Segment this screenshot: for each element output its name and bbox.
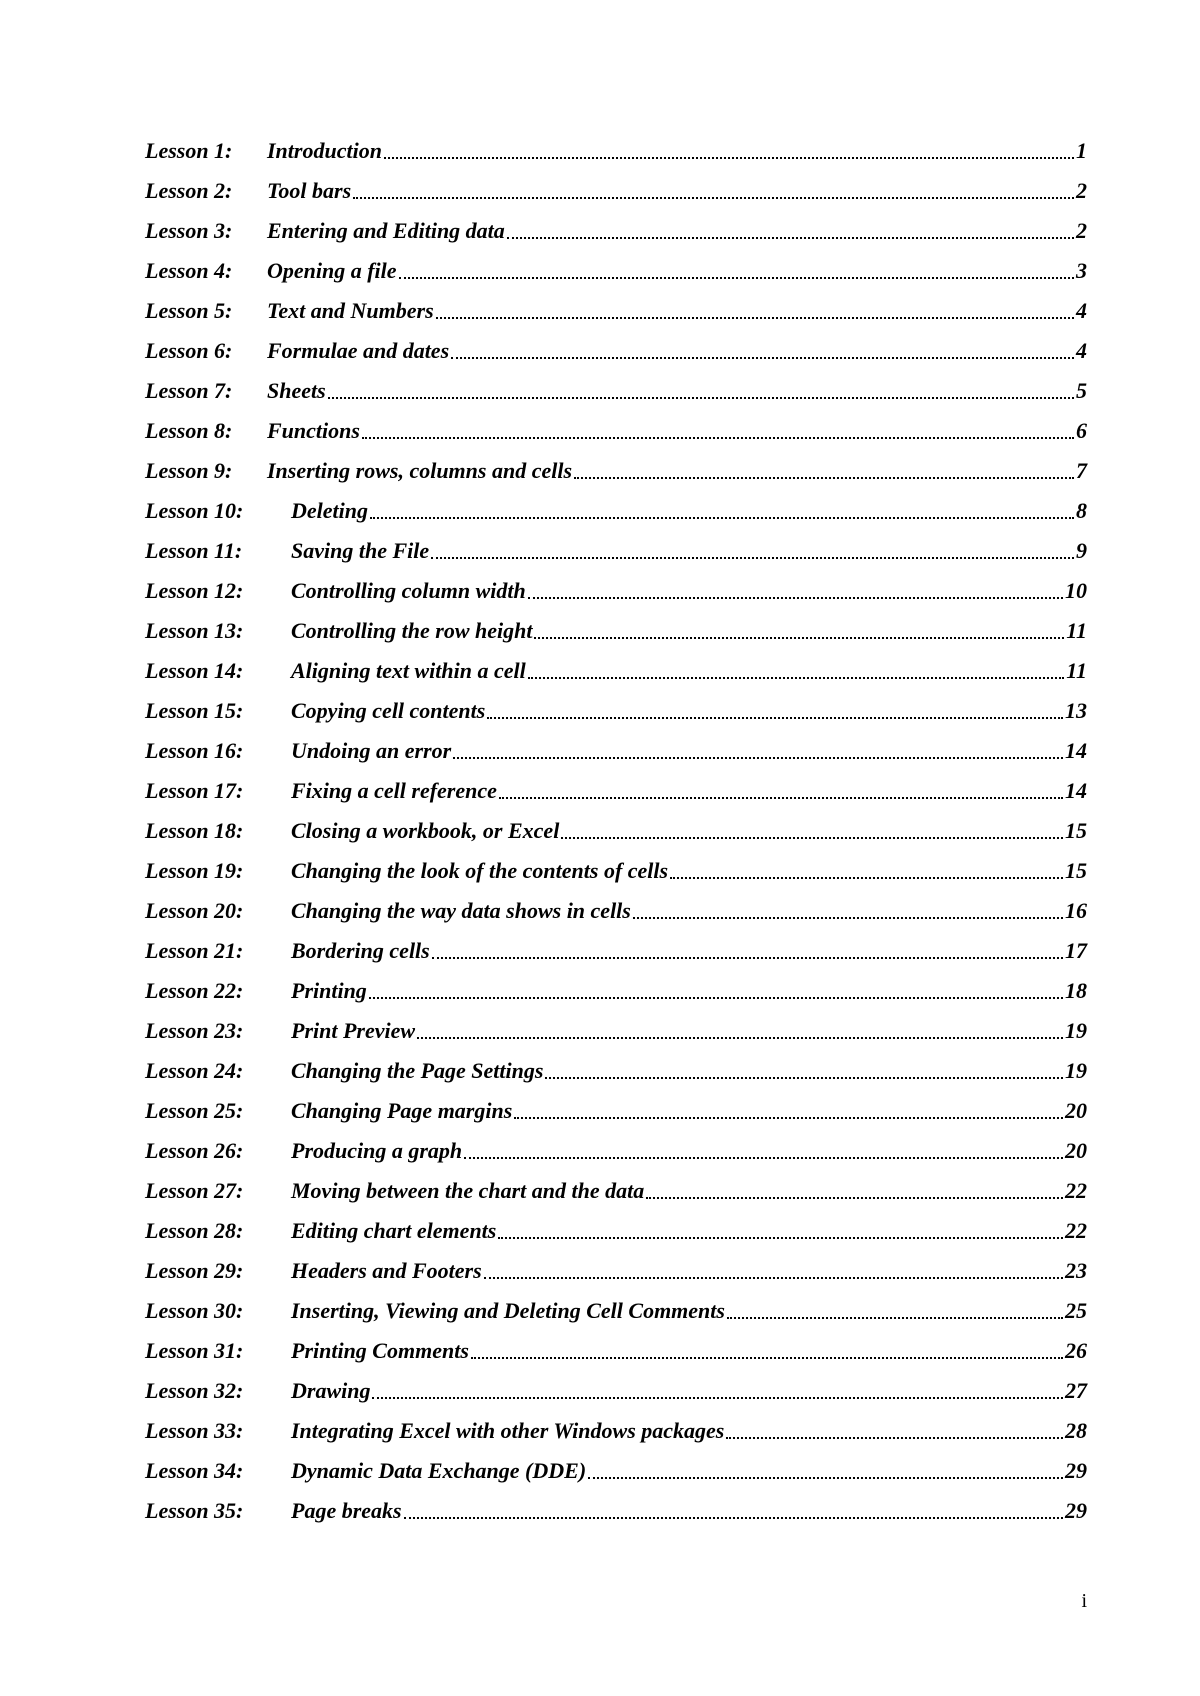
toc-entry-title-text: Tool bars: [267, 178, 352, 203]
toc-entry-page-number: 29: [1065, 1498, 1087, 1523]
toc-entry-title-text: Changing the Page Settings: [291, 1058, 544, 1083]
toc-entry-page-number: 23: [1065, 1258, 1087, 1283]
toc-entry-title[interactable]: [291, 1418, 726, 1444]
toc-dot-leader: [487, 715, 1063, 719]
toc-entry-title-text: Fixing a cell reference: [291, 778, 497, 803]
toc-dot-leader: [417, 1035, 1063, 1039]
toc-entry-title-text: Copying cell contents: [291, 698, 486, 723]
toc-entry-title-text: Controlling the row height: [291, 618, 533, 643]
toc-dot-leader: [514, 1115, 1063, 1119]
toc-entry[interactable]: [145, 178, 1087, 218]
toc-entry[interactable]: [145, 538, 1087, 578]
toc-entry-title[interactable]: [291, 498, 370, 524]
toc-entry-title-text: Undoing an error: [291, 738, 452, 763]
toc-entry[interactable]: [145, 298, 1087, 338]
toc-entry-title-text: Dynamic Data Exchange (DDE): [291, 1458, 587, 1483]
toc-entry[interactable]: [145, 1298, 1087, 1338]
toc-entry-title[interactable]: [291, 658, 528, 684]
toc-entry-page-number: 9: [1076, 538, 1087, 563]
toc-dot-leader: [362, 435, 1074, 439]
toc-dot-leader: [431, 555, 1074, 559]
toc-entry-title-text: Deleting: [291, 498, 368, 523]
toc-entry-title[interactable]: [267, 298, 436, 324]
toc-entry-title-text: Inserting rows, columns and cells: [267, 458, 573, 483]
toc-entry-title-text: Changing the look of the contents of cells: [291, 858, 669, 883]
toc-entry-label: Lesson 1:: [145, 138, 233, 163]
toc-entry-label: Lesson 26:: [145, 1138, 244, 1163]
toc-entry[interactable]: [145, 938, 1087, 978]
toc-entry[interactable]: [145, 978, 1087, 1018]
toc-entry-title[interactable]: [267, 458, 574, 484]
toc-dot-leader: [534, 635, 1064, 639]
toc-entry-title-text: Inserting, Viewing and Deleting Cell Comments: [291, 1298, 725, 1323]
toc-entry-title[interactable]: [267, 338, 451, 364]
toc-entry-page-number: 19: [1065, 1058, 1087, 1083]
toc-entry[interactable]: [145, 1098, 1087, 1138]
toc-dot-leader: [404, 1515, 1063, 1519]
toc-entry[interactable]: [145, 218, 1087, 258]
toc-entry[interactable]: [145, 1218, 1087, 1258]
toc-entry-page-number: 22: [1065, 1218, 1087, 1243]
toc-dot-leader: [372, 1395, 1063, 1399]
toc-entry-page-number: 14: [1065, 738, 1087, 763]
toc-entry-title[interactable]: [291, 1218, 498, 1244]
toc-entry-page-number: 11: [1066, 618, 1087, 643]
toc-entry-title[interactable]: [291, 898, 633, 924]
toc-dot-leader: [633, 915, 1063, 919]
toc-entry-title[interactable]: [291, 1378, 372, 1404]
toc-dot-leader: [451, 355, 1074, 359]
toc-entry-label: Lesson 7:: [145, 378, 233, 403]
toc-entry-label: Lesson 33:: [145, 1418, 244, 1443]
toc-entry-title-text: Introduction: [267, 138, 382, 163]
toc-entry-title[interactable]: [267, 418, 362, 444]
toc-dot-leader: [574, 475, 1074, 479]
toc-entry[interactable]: [145, 778, 1087, 818]
toc-entry-title[interactable]: [291, 818, 561, 844]
toc-entry-title[interactable]: [291, 1138, 464, 1164]
toc-entry-label: Lesson 16:: [145, 738, 244, 763]
toc-entry-title[interactable]: [291, 1018, 417, 1044]
toc-entry[interactable]: [145, 1138, 1087, 1178]
toc-entry-page-number: 20: [1065, 1098, 1087, 1123]
toc-entry-page-number: 16: [1065, 898, 1087, 923]
toc-dot-leader: [484, 1275, 1063, 1279]
toc-entry-title[interactable]: [291, 578, 528, 604]
toc-entry-title-text: Drawing: [291, 1378, 371, 1403]
toc-entry-page-number: 20: [1065, 1138, 1087, 1163]
toc-entry-page-number: 8: [1076, 498, 1087, 523]
toc-entry[interactable]: [145, 1058, 1087, 1098]
toc-entry-title-text: Formulae and dates: [267, 338, 450, 363]
toc-entry-title[interactable]: [291, 1338, 471, 1364]
toc-entry-page-number: 3: [1076, 258, 1087, 283]
toc-entry-title[interactable]: [291, 1458, 588, 1484]
toc-entry-title[interactable]: [267, 138, 384, 164]
toc-entry-page-number: 26: [1065, 1338, 1087, 1363]
toc-entry-title-text: Printing: [291, 978, 367, 1003]
toc-entry-title[interactable]: [267, 178, 353, 204]
toc-entry-label: Lesson 19:: [145, 858, 244, 883]
toc-dot-leader: [528, 675, 1064, 679]
toc-entry-page-number: 15: [1065, 818, 1087, 843]
toc-dot-leader: [353, 195, 1074, 199]
toc-entry-page-number: 15: [1065, 858, 1087, 883]
toc-entry[interactable]: [145, 1178, 1087, 1218]
toc-entry-title[interactable]: [267, 378, 328, 404]
toc-entry[interactable]: [145, 458, 1087, 498]
toc-entry[interactable]: [145, 258, 1087, 298]
toc-entry-title-text: Changing the way data shows in cells: [291, 898, 631, 923]
toc-entry-title[interactable]: [291, 938, 432, 964]
toc-entry-title[interactable]: [291, 618, 534, 644]
toc-entry-title[interactable]: [267, 258, 399, 284]
toc-entry-title-text: Moving between the chart and the data: [291, 1178, 645, 1203]
toc-entry-title-text: Bordering cells: [291, 938, 430, 963]
toc-entry-page-number: 7: [1076, 458, 1087, 483]
toc-entry-title[interactable]: [291, 698, 487, 724]
toc-entry-label: Lesson 14:: [145, 658, 244, 683]
toc-entry-page-number: 11: [1066, 658, 1087, 683]
toc-entry[interactable]: [145, 1418, 1087, 1458]
toc-entry-title[interactable]: [291, 538, 431, 564]
toc-entry-page-number: 1: [1076, 138, 1087, 163]
toc-dot-leader: [471, 1355, 1063, 1359]
toc-entry-title[interactable]: [291, 738, 453, 764]
toc-entry-label: Lesson 24:: [145, 1058, 244, 1083]
toc-entry-title[interactable]: [291, 858, 670, 884]
toc-dot-leader: [384, 155, 1074, 159]
toc-entry-label: Lesson 23:: [145, 1018, 244, 1043]
toc-dot-leader: [453, 755, 1063, 759]
toc-dot-leader: [328, 395, 1074, 399]
toc-entry-page-number: 18: [1065, 978, 1087, 1003]
toc-entry-label: Lesson 34:: [145, 1458, 244, 1483]
toc-entry-label: Lesson 10:: [145, 498, 244, 523]
toc-entry[interactable]: [145, 658, 1087, 698]
toc-entry-label: Lesson 25:: [145, 1098, 244, 1123]
toc-dot-leader: [432, 955, 1063, 959]
toc-entry[interactable]: [145, 498, 1087, 538]
toc-entry-title-text: Changing Page margins: [291, 1098, 513, 1123]
toc-entry-label: Lesson 35:: [145, 1498, 244, 1523]
toc-entry[interactable]: [145, 818, 1087, 858]
table-of-contents: [145, 138, 1087, 1538]
toc-entry-title-text: Aligning text within a cell: [291, 658, 526, 683]
toc-entry-label: Lesson 27:: [145, 1178, 244, 1203]
toc-entry-title[interactable]: [291, 978, 369, 1004]
toc-entry[interactable]: [145, 378, 1087, 418]
toc-entry-label: Lesson 2:: [145, 178, 233, 203]
toc-dot-leader: [498, 1235, 1063, 1239]
toc-entry-title[interactable]: [291, 1258, 484, 1284]
toc-entry-page-number: 29: [1065, 1458, 1087, 1483]
toc-entry-label: Lesson 6:: [145, 338, 233, 363]
toc-entry[interactable]: [145, 138, 1087, 178]
toc-entry-title-text: Print Preview: [291, 1018, 416, 1043]
toc-entry[interactable]: [145, 1458, 1087, 1498]
toc-dot-leader: [588, 1475, 1063, 1479]
toc-entry[interactable]: [145, 698, 1087, 738]
toc-entry-title-text: Producing a graph: [291, 1138, 463, 1163]
toc-entry[interactable]: [145, 1018, 1087, 1058]
toc-entry-title-text: Controlling column width: [291, 578, 526, 603]
toc-entry-page-number: 4: [1076, 298, 1087, 323]
toc-entry-page-number: 2: [1076, 218, 1087, 243]
toc-entry[interactable]: [145, 1378, 1087, 1418]
toc-dot-leader: [726, 1435, 1063, 1439]
toc-entry-page-number: 10: [1065, 578, 1087, 603]
toc-entry-title[interactable]: [291, 778, 499, 804]
toc-entry[interactable]: [145, 618, 1087, 658]
toc-entry-page-number: 2: [1076, 178, 1087, 203]
toc-entry-label: Lesson 22:: [145, 978, 244, 1003]
toc-entry[interactable]: [145, 338, 1087, 378]
toc-entry-page-number: 13: [1065, 698, 1087, 723]
toc-entry[interactable]: [145, 418, 1087, 458]
toc-dot-leader: [499, 795, 1063, 799]
toc-entry-label: Lesson 12:: [145, 578, 244, 603]
toc-entry-title[interactable]: [291, 1098, 514, 1124]
toc-entry-title-text: Entering and Editing data: [267, 218, 505, 243]
toc-entry-label: Lesson 5:: [145, 298, 233, 323]
toc-entry[interactable]: [145, 1498, 1087, 1538]
toc-entry[interactable]: [145, 738, 1087, 778]
toc-entry-title-text: Headers and Footers: [291, 1258, 482, 1283]
toc-entry-title[interactable]: [291, 1178, 646, 1204]
toc-entry-page-number: 22: [1065, 1178, 1087, 1203]
toc-entry-title-text: Editing chart elements: [291, 1218, 497, 1243]
toc-dot-leader: [507, 235, 1074, 239]
toc-dot-leader: [370, 515, 1074, 519]
toc-entry[interactable]: [145, 1258, 1087, 1298]
toc-entry-page-number: 17: [1065, 938, 1087, 963]
toc-entry-title[interactable]: [291, 1498, 404, 1524]
toc-entry-page-number: 5: [1076, 378, 1087, 403]
toc-entry-label: Lesson 32:: [145, 1378, 244, 1403]
toc-entry-title[interactable]: [291, 1058, 545, 1084]
toc-entry[interactable]: [145, 578, 1087, 618]
toc-dot-leader: [464, 1155, 1063, 1159]
toc-dot-leader: [436, 315, 1074, 319]
toc-entry-label: Lesson 18:: [145, 818, 244, 843]
toc-entry-title[interactable]: [291, 1298, 727, 1324]
toc-entry-label: Lesson 9:: [145, 458, 233, 483]
toc-entry-label: Lesson 21:: [145, 938, 244, 963]
toc-entry-label: Lesson 31:: [145, 1338, 244, 1363]
toc-entry-page-number: 6: [1076, 418, 1087, 443]
toc-dot-leader: [670, 875, 1063, 879]
toc-entry-title[interactable]: [267, 218, 507, 244]
toc-entry[interactable]: [145, 1338, 1087, 1378]
toc-entry[interactable]: [145, 858, 1087, 898]
toc-dot-leader: [646, 1195, 1063, 1199]
toc-dot-leader: [399, 275, 1074, 279]
toc-dot-leader: [727, 1315, 1063, 1319]
toc-dot-leader: [369, 995, 1063, 999]
footer-page-number: i: [1081, 1590, 1087, 1612]
toc-dot-leader: [561, 835, 1063, 839]
toc-dot-leader: [545, 1075, 1063, 1079]
toc-entry-label: Lesson 11:: [145, 538, 243, 563]
toc-entry-label: Lesson 28:: [145, 1218, 244, 1243]
toc-entry-page-number: 28: [1065, 1418, 1087, 1443]
toc-dot-leader: [528, 595, 1063, 599]
toc-entry[interactable]: [145, 898, 1087, 938]
toc-entry-title-text: Sheets: [267, 378, 326, 403]
toc-entry-title-text: Functions: [267, 418, 360, 443]
toc-entry-title-text: Opening a file: [267, 258, 397, 283]
toc-entry-title-text: Page breaks: [291, 1498, 402, 1523]
toc-entry-label: Lesson 13:: [145, 618, 244, 643]
toc-entry-page-number: 25: [1065, 1298, 1087, 1323]
toc-entry-page-number: 4: [1076, 338, 1087, 363]
toc-entry-title-text: Integrating Excel with other Windows packages: [291, 1418, 725, 1443]
toc-entry-label: Lesson 20:: [145, 898, 244, 923]
toc-entry-page-number: 19: [1065, 1018, 1087, 1043]
toc-entry-label: Lesson 3:: [145, 218, 233, 243]
toc-entry-label: Lesson 17:: [145, 778, 244, 803]
toc-entry-label: Lesson 29:: [145, 1258, 244, 1283]
toc-entry-title-text: Closing a workbook, or Excel: [291, 818, 560, 843]
toc-entry-title-text: Saving the File: [291, 538, 430, 563]
toc-entry-page-number: 27: [1065, 1378, 1087, 1403]
toc-entry-title-text: Printing Comments: [291, 1338, 469, 1363]
toc-entry-label: Lesson 15:: [145, 698, 244, 723]
toc-entry-label: Lesson 8:: [145, 418, 233, 443]
toc-entry-title-text: Text and Numbers: [267, 298, 434, 323]
toc-entry-page-number: 14: [1065, 778, 1087, 803]
toc-entry-label: Lesson 4:: [145, 258, 233, 283]
toc-entry-label: Lesson 30:: [145, 1298, 244, 1323]
